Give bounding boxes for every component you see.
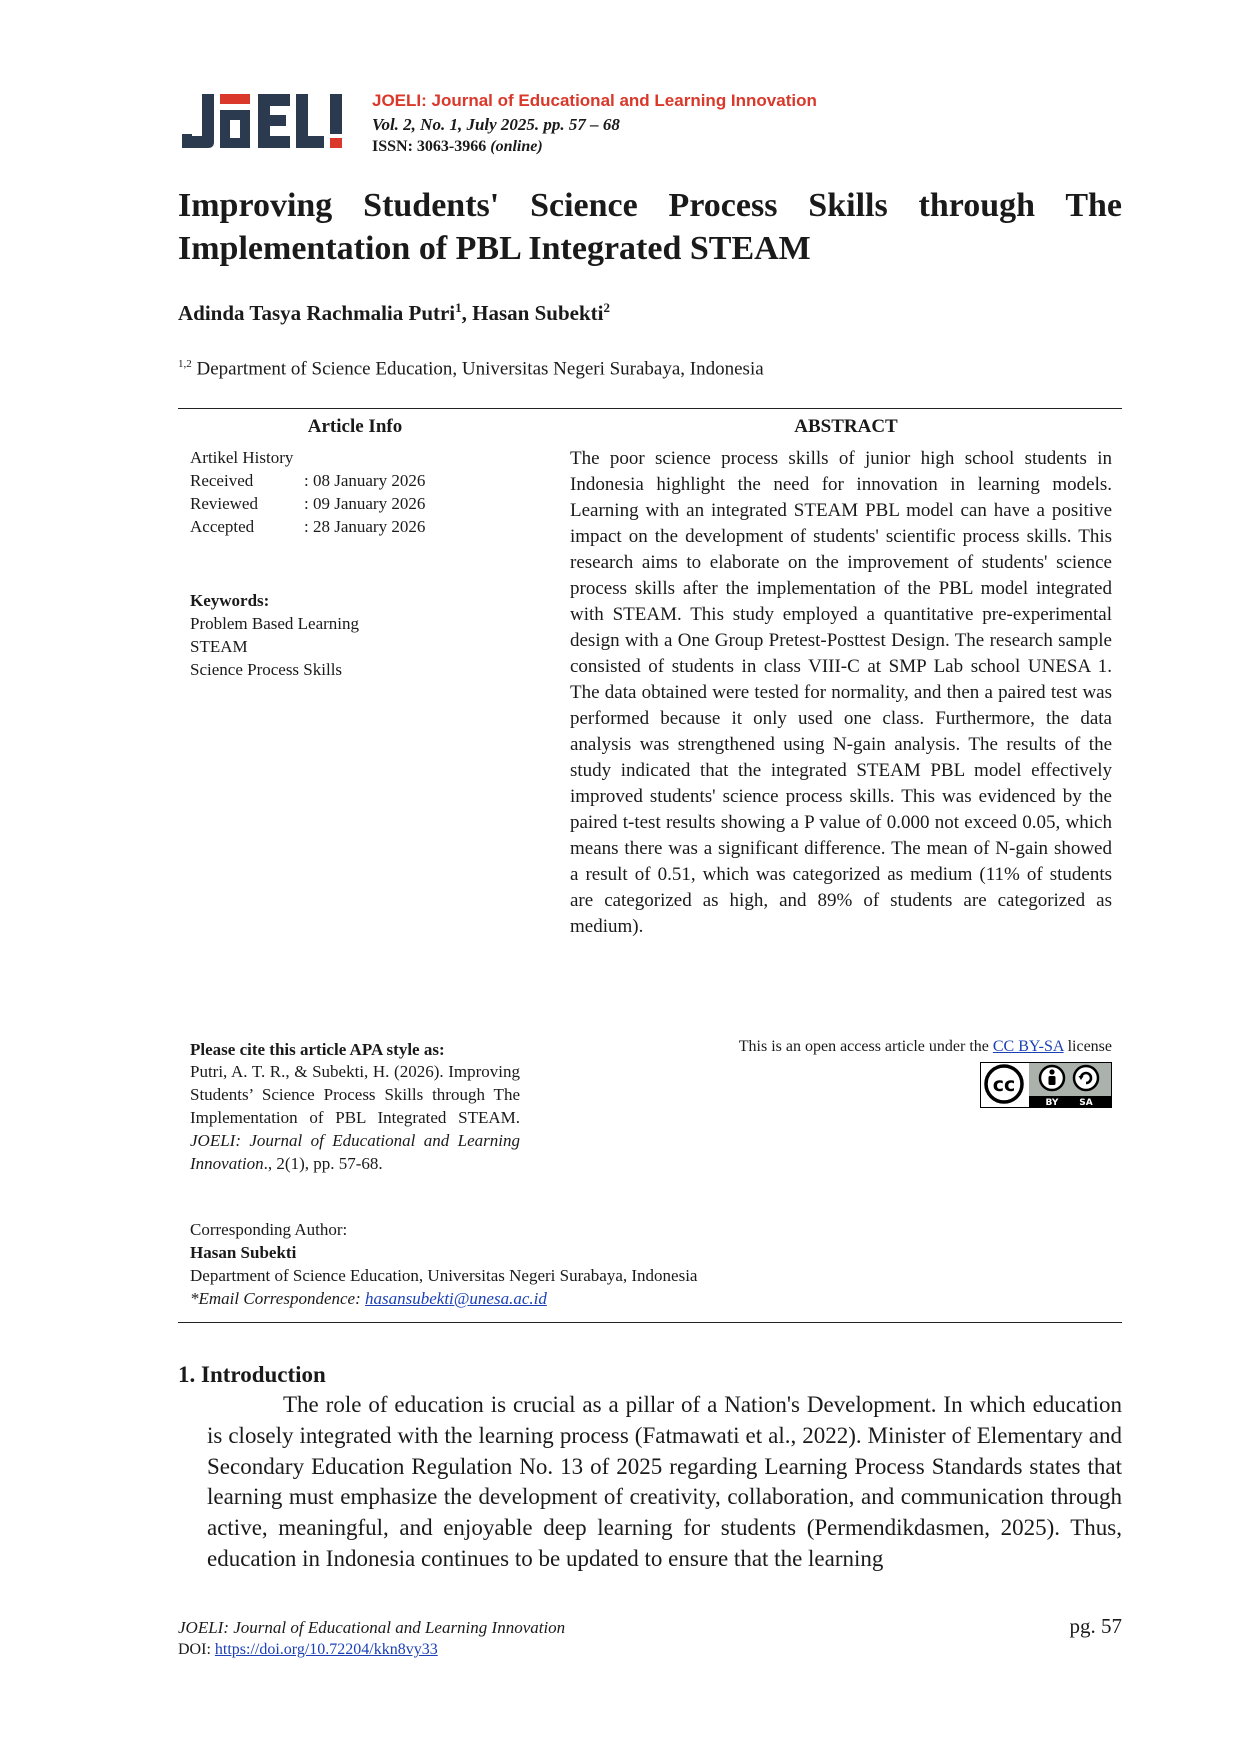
citation-heading: Please cite this article APA style as: [190,1040,445,1059]
affiliation-mark: 1,2 [178,358,192,370]
license-link[interactable]: CC BY-SA [992,1038,1064,1055]
journal-volume: Vol. 2, No. 1, July 2025. pp. 57 – 68 [372,115,620,134]
affiliation [178,358,764,380]
citation-authors: Putri, A. T. R., & Subekti, H. (2026). Improving Students’ Science Process Skills through The Implementation of PBL Integrated STEAM. [190,1062,520,1127]
author-name: Adinda Tasya Rachmalia Putri [178,301,456,325]
keyword: STEAM [190,637,248,656]
abstract-heading: ABSTRACT [794,416,898,437]
author-name: Hasan Subekti [472,301,604,325]
email-label: *Email Correspondence: [190,1289,366,1308]
journal-issn [372,138,543,156]
page-number: pg. 57 [1069,1614,1122,1638]
keyword: Problem Based Learning [190,614,360,633]
author-affil-mark: 1 [455,300,462,315]
history-label: Received [190,471,254,490]
history-row [190,492,425,515]
by-label: BY [1045,1098,1059,1108]
keyword: Science Process Skills [190,660,343,679]
journal-name: JOELI: Journal of Educational and Learning Innovation [372,91,817,110]
history-label: Reviewed [190,494,258,513]
author-affil-mark: 2 [603,300,610,315]
issn-online: (online) [490,138,543,155]
corresponding-department: Department of Science Education, Universitas Negeri Surabaya, Indonesia [190,1266,698,1285]
corresponding-email [190,1287,547,1310]
history-label: Accepted [190,517,255,536]
footer-doi [178,1641,438,1659]
email-link[interactable]: hasansubekti@unesa.ac.id [365,1289,547,1308]
abstract-text: The poor science process skills of junior high school students in Indonesia highlight the need for innovation in learning models. Learning with an integrated STEAM PBL model can have a positive impact on the development of students' scientific process skills. This research aims to elaborate on the improvement of students' science process skills after the implementation of the PBL model integrated with STEAM. This study employed a quantitative pre-experimental design with a One Group Pretest-Posttest Design. The research sample consisted of students in class VIII-C at SMP Lab school UNESA 1. The data obtained were tested for normality, and then a paired test was performed because it only used one class. Furthermore, the data analysis was strengthened using N-gain analysis. The results of the study indicated that the integrated STEAM PBL model effectively improved students' science process skills. This was evidenced by the paired t-test results showing a P value of 0.000 not exceed 0.05, which means there was a significant difference. The mean of N-gain showed a result of 0.51, which was categorized as medium (11% of students are categorized as high, and 89% of students are categorized as medium). [570,448,1112,937]
affiliation-text: Department of Science Education, Universitas Negeri Surabaya, Indonesia [191,358,764,380]
history-row [190,469,425,492]
corresponding-name: Hasan Subekti [190,1243,297,1262]
corresponding-label: Corresponding Author: [190,1220,348,1239]
license-suffix: license [1063,1038,1112,1055]
history-value: : 28 January 2026 [304,517,426,536]
divider [178,408,1122,409]
doi-label: DOI: [178,1641,215,1658]
cc-label: cc [992,1074,1016,1096]
journal-logo [180,90,348,152]
sa-label: SA [1079,1098,1093,1108]
introduction-paragraph: The role of education is crucial as a pillar of a Nation's Development. In which education is closely integrated with the learning process (Fatmawati et al., 2022). Minister of Elementary and Secondary Education Regulation No. 13 of 2025 regarding Learning Process Standards states that learning must emphasize the development of creativity, collaboration, and communication through active, meaningful, and enjoyable deep learning for students (Permendikdasmen, 2025). Thus, education in Indonesia continues to be updated to ensure that the learning [207,1392,1122,1571]
cc-by-sa-badge-icon[interactable] [980,1062,1112,1108]
citation-journal: JOELI: Journal of Educational and Learning Innovation [190,1131,520,1173]
section-heading: 1. Introduction [178,1362,326,1387]
author-list [178,300,610,326]
introduction-text [207,1390,1122,1575]
citation-tail: ., 2(1), pp. 57-68. [263,1154,383,1173]
history-title: Artikel History [190,448,294,467]
citation-text [190,1060,520,1175]
author-separator: , [461,301,473,325]
history-row [190,515,425,538]
license-note [640,1038,1112,1056]
footer-journal: JOELI: Journal of Educational and Learning Innovation [178,1618,566,1637]
keywords-heading: Keywords: [190,591,270,610]
article-title: Improving Students' Science Process Skills through The Implementation of PBL Integrated STEAM [178,187,1122,267]
history-value: : 09 January 2026 [304,494,426,513]
issn-number: ISSN: 3063-3966 [372,138,487,155]
license-text: This is an open access article under the [738,1038,993,1055]
divider [178,1322,1122,1323]
doi-link[interactable]: https://doi.org/10.72204/kkn8vy33 [214,1641,438,1658]
article-info-heading: Article Info [307,416,403,437]
history-value: : 08 January 2026 [304,471,426,490]
